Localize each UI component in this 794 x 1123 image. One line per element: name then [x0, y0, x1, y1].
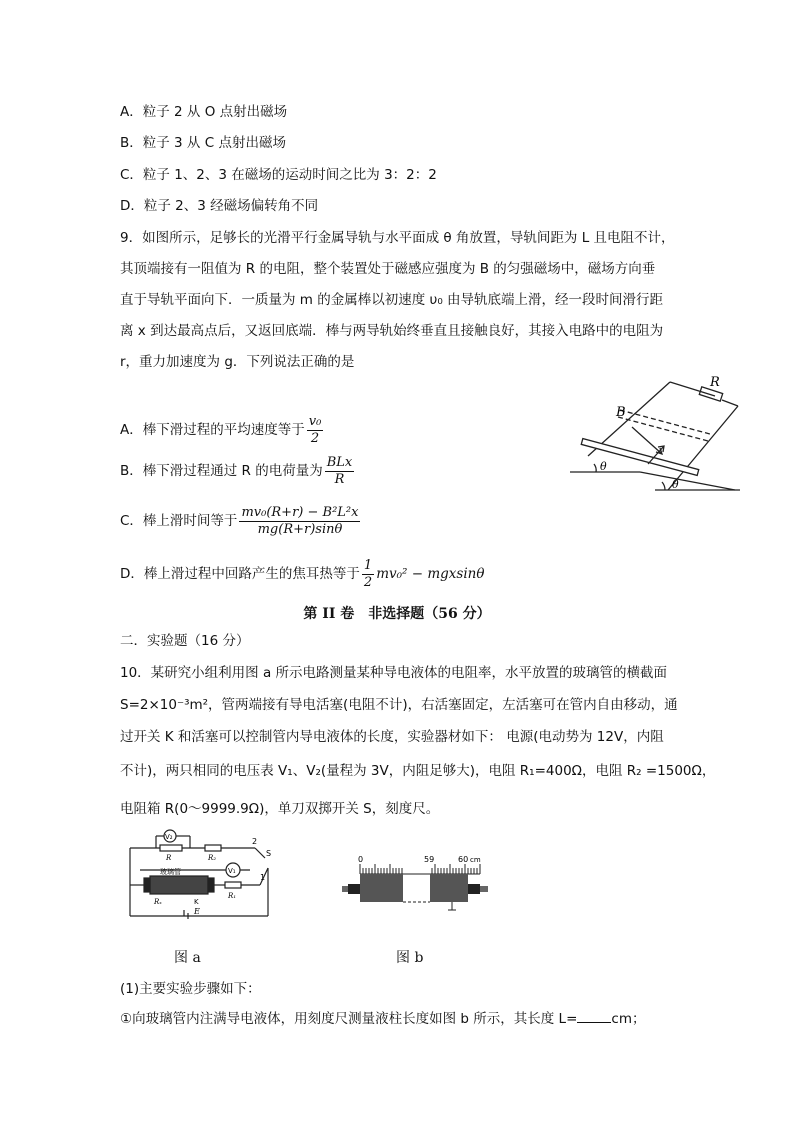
- fig-a-label-r: R: [166, 854, 172, 862]
- fig-a-label-k: K: [194, 898, 199, 906]
- fig-b-tick-60: 60: [458, 855, 469, 864]
- q9-stem-line-2: 其顶端接有一阻值为 R 的电阻，整个装置处于磁感应强度为 B 的匀强磁场中，磁场方向垂: [120, 261, 656, 277]
- q9-option-b: [120, 453, 356, 489]
- fig-a-label-e: E: [194, 907, 200, 916]
- fig-a-label-v2: V₂: [165, 833, 173, 841]
- fig-a-label-r1: R₁: [228, 892, 237, 900]
- q9-stem-line-5: r，重力加速度为 g．下列说法正确的是: [120, 354, 355, 370]
- q9-figure-label-theta-2: θ: [672, 478, 679, 491]
- q8-option-b: B．粒子 3 从 C 点射出磁场: [120, 135, 286, 151]
- q9-option-c-fraction: $\frac{\text{mv₀(R+r) − B²L²x}}{mg(R+r)\sin\theta}$: [241, 504, 359, 537]
- q9-figure-inclined-rails: [560, 372, 760, 507]
- part-2-heading: 二．实验题（16 分）: [120, 633, 250, 649]
- q9-option-c: [120, 503, 362, 539]
- q9-figure-label-theta-1: θ: [600, 460, 607, 473]
- q10-line-1: 10．某研究小组利用图 a 所示电路测量某种导电液体的电阻率，水平放置的玻璃管的横截面: [120, 665, 668, 681]
- fig-b-tick-0: 0: [358, 855, 364, 864]
- section-title: 第 II 卷 非选择题（56 分）: [303, 606, 491, 622]
- q9-stem-line-3: 直于导轨平面向下．一质量为 m 的金属棒以初速度 υ₀ 由导轨底端上滑，经一段时间滑行距: [120, 292, 664, 308]
- q10-steps-title: (1)主要实验步骤如下：: [120, 981, 261, 997]
- q9-stem-line-1: 9．如图所示，足够长的光滑平行金属导轨与水平面成 θ 角放置，导轨间距为 L 且电阻不计，: [120, 230, 675, 246]
- q9-option-b-text: B．棒下滑过程通过 R 的电荷量为: [120, 463, 323, 479]
- q9-option-d: [120, 556, 484, 592]
- fig-a-label-rx: Rₓ: [154, 898, 162, 906]
- q8-option-c: C．粒子 1、2、3 在磁场的运动时间之比为 3：2：2: [120, 167, 437, 183]
- fig-a-label-pos1: 1: [260, 873, 266, 882]
- q9-option-d-tail: mv₀² − mgxsinθ: [376, 566, 485, 582]
- q9-stem-line-4: 离 x 到达最高点后，又返回底端．棒与两导轨始终垂直且接触良好，其接入电路中的电阻为: [120, 323, 664, 339]
- fig-a-label-r2: R₂: [208, 854, 217, 862]
- q10-step-1-text: ①向玻璃管内注满导电液体，用刻度尺测量液柱长度如图 b 所示，其长度 L=: [120, 1011, 578, 1027]
- q10-step-1: [120, 1010, 645, 1028]
- fig-b-unit: cm: [470, 856, 481, 864]
- q10-line-3: 过开关 K 和活塞可以控制管内导电液体的长度，实验器材如下： 电源(电动势为 12V，内阻: [120, 729, 664, 745]
- q10-line-4: 不计)，两只相同的电压表 V₁、V₂(量程为 3V，内阻足够大)，电阻 R₁=400Ω，电阻 R₂ =1500Ω，: [120, 763, 716, 779]
- fig-a-label-pos2: 2: [252, 837, 258, 846]
- figure-a-caption: 图 a: [174, 950, 201, 966]
- q10-figure-b-ruler: [340, 852, 490, 924]
- q9-figure-label-b: B: [616, 405, 626, 420]
- fig-a-label-s: S: [266, 849, 272, 858]
- q8-option-a: A．粒子 2 从 O 点射出磁场: [120, 104, 288, 120]
- fig-a-label-tube: 玻璃管: [160, 868, 181, 876]
- q8-option-d: D．粒子 2、3 经磁场偏转角不同: [120, 198, 319, 214]
- figure-b-caption: 图 b: [396, 950, 424, 966]
- q10-figure-a-circuit: [120, 828, 280, 928]
- q9-option-a: [120, 412, 325, 448]
- q9-option-d-text: D．棒上滑过程中回路产生的焦耳热等于: [120, 566, 360, 582]
- q9-option-a-text: A．棒下滑过程的平均速度等于: [120, 422, 305, 438]
- q10-line-2: S=2×10⁻³m²，管两端接有导电活塞(电阻不计)，右活塞固定，左活塞可在管内自由移动，通: [120, 697, 678, 713]
- fig-a-label-v1: V₁: [228, 867, 236, 875]
- q9-option-a-fraction: $\frac{\text{v₀}}{2}$: [308, 413, 322, 446]
- q9-option-c-text: C．棒上滑时间等于: [120, 513, 238, 529]
- q9-figure-label-r: R: [710, 375, 720, 390]
- q10-step-1-answer-blank[interactable]: [577, 1022, 611, 1023]
- fig-b-tick-59: 59: [424, 855, 435, 864]
- q10-step-1-unit: cm；: [611, 1011, 646, 1027]
- q9-option-b-fraction: $\frac{\text{BLx}}{R}$: [326, 454, 353, 487]
- q10-line-5: 电阻箱 R(0～9999.9Ω)，单刀双掷开关 S，刻度尺。: [120, 801, 440, 817]
- q9-option-d-fraction: $\frac{1}{2}$: [363, 557, 373, 590]
